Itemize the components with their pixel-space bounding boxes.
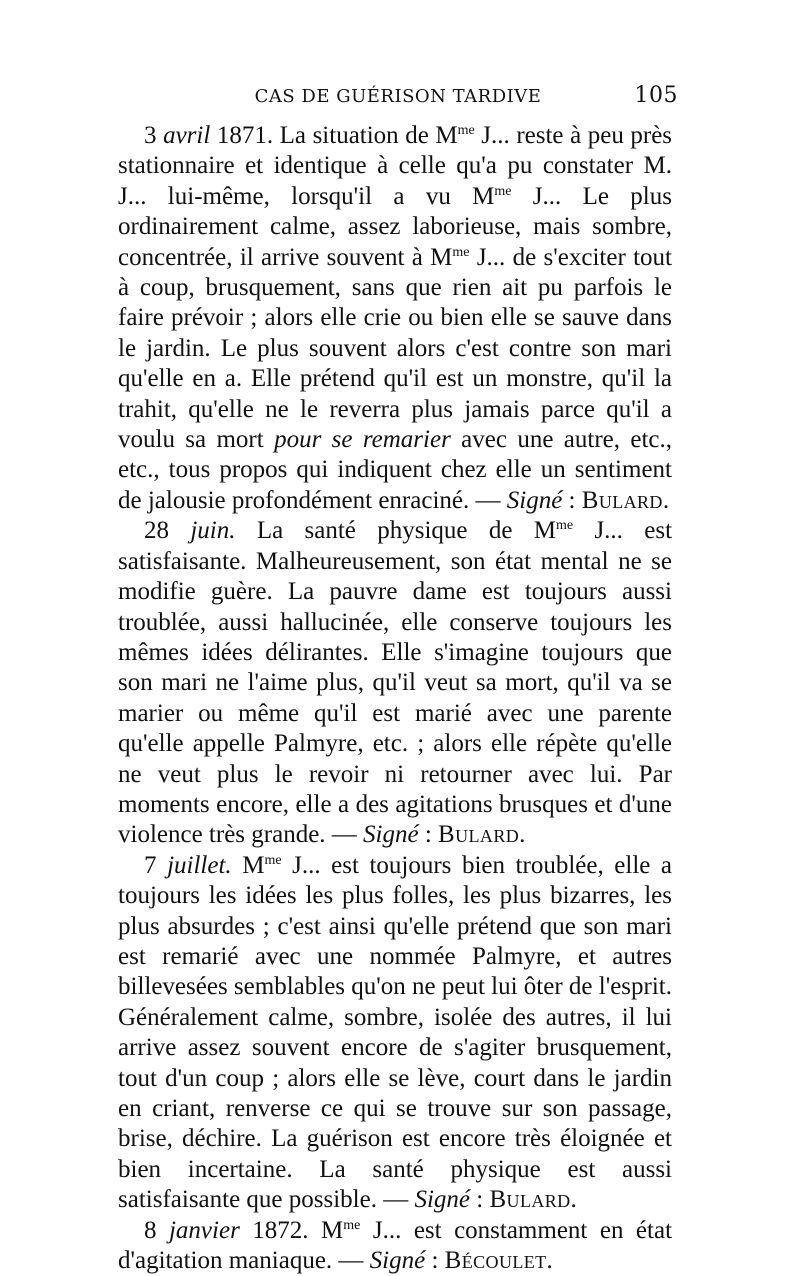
signature-colon: :	[425, 1247, 445, 1275]
entry-date-day: 7	[144, 851, 157, 879]
entry-text: La santé physique de M	[256, 517, 556, 545]
entry-text: J... est toujours bien troublée, elle a toujours les idées les plus folles, les plus bizarres, les plus absurdes ; c'est ainsi qu'elle prétend que son mari est remarié avec une nommée Palmyre, et autres billevesées semblables qu'on ne peut lui ôter de l'esprit. Généralement calme, sombre, isolée des autres, il lui arrive assez souvent encore de s'agiter brusquement, tout d'un coup ; alors elle se lève, court dans le jardin en criant, renverse ce qui se trouve sur son passage, brise, déchire. La guérison est encore très éloignée et bien incertaine. La santé physique est aussi satisfaisante que possible. —	[118, 851, 673, 1214]
superscript-me: me	[494, 183, 512, 199]
running-header	[118, 83, 678, 116]
entry-text: M	[321, 1216, 344, 1244]
signer-name: Bulard.	[489, 1186, 578, 1214]
signer-name: Bulard.	[438, 821, 526, 849]
italic-phrase: pour se remarier	[274, 426, 451, 454]
entry-3-avril-1871	[118, 121, 672, 516]
entry-date-day: 28	[144, 517, 169, 545]
entry-8-janvier-1872	[118, 1216, 672, 1276]
entry-date-day: 3	[144, 122, 157, 149]
entry-date-month: avril	[163, 122, 211, 149]
superscript-me: me	[264, 852, 282, 868]
entry-date-month: juin.	[190, 517, 236, 545]
signature-colon: :	[562, 486, 582, 514]
signed-label: Signé	[506, 486, 563, 514]
superscript-me: me	[556, 518, 574, 534]
page-number: 105	[634, 83, 678, 108]
signature-colon: :	[418, 821, 439, 849]
entry-date-year: 1871.	[216, 122, 274, 149]
entry-date-year: 1872.	[252, 1216, 309, 1244]
entry-text: J... est constamment en état d'agitation maniaque. —	[118, 1216, 673, 1275]
entry-text: La situation de M	[279, 122, 458, 149]
body-text	[118, 121, 672, 1276]
entry-date-month: janvier	[168, 1216, 240, 1244]
entry-date-day: 8	[144, 1216, 157, 1244]
signer-name: Bulard.	[581, 486, 670, 514]
entry-text: J... est satisfaisante. Malheureusement, son état mental ne se modifie guère. La pauvre dame est toujours aussi troublée, aussi hallucinée, elle conserve toujours les mêmes idées délirantes. Elle s'imagine toujours que son mari ne l'aime plus, qu'il veut sa mort, qu'il va se marier ou même qu'il est marié avec une parente qu'elle appelle Palmyre, etc. ; alors elle répète qu'elle ne veut plus le revoir ni retourner avec lui. Par moments encore, elle a des agitations brusques et d'une violence très grande. —	[118, 517, 673, 849]
running-title: CAS DE GUÉRISON TARDIVE	[254, 86, 542, 107]
entry-28-juin	[118, 516, 672, 850]
entry-text: avec une autre, etc., etc., tous propos qui indiquent chez elle un sentiment de jalousie profondément enraciné. —	[118, 426, 672, 514]
entry-text: J... de s'exciter tout à coup, brusquement, sans que rien ait pu parfois le faire prévoir ; alors elle crie ou bien elle se sauve dans le jardin. Le plus souvent alors c'est contre son mari qu'elle en a. Elle prétend qu'il est un monstre, qu'il la trahit, qu'elle ne le reverra plus jamais parce qu'il a voulu sa mort	[118, 243, 672, 454]
signed-label: Signé	[363, 821, 419, 849]
superscript-me: me	[457, 123, 475, 138]
signer-name: Bécoulet.	[444, 1247, 554, 1275]
signed-label: Signé	[414, 1186, 471, 1214]
entry-text: M	[242, 851, 265, 879]
superscript-me: me	[452, 244, 470, 260]
entry-7-juillet	[118, 851, 672, 1216]
entry-text: J... Le plus ordinairement calme, assez laborieuse, mais sombre, concentrée, il arrive souvent à M	[118, 182, 672, 271]
entry-date-month: juillet.	[167, 851, 232, 879]
signed-label: Signé	[369, 1247, 426, 1275]
signature-colon: :	[470, 1186, 490, 1214]
superscript-me: me	[343, 1217, 361, 1233]
entry-text: J... reste à peu près stationnaire et identique à celle qu'a pu constater M. J... lui-même, lorsqu'il a vu M	[118, 122, 673, 210]
